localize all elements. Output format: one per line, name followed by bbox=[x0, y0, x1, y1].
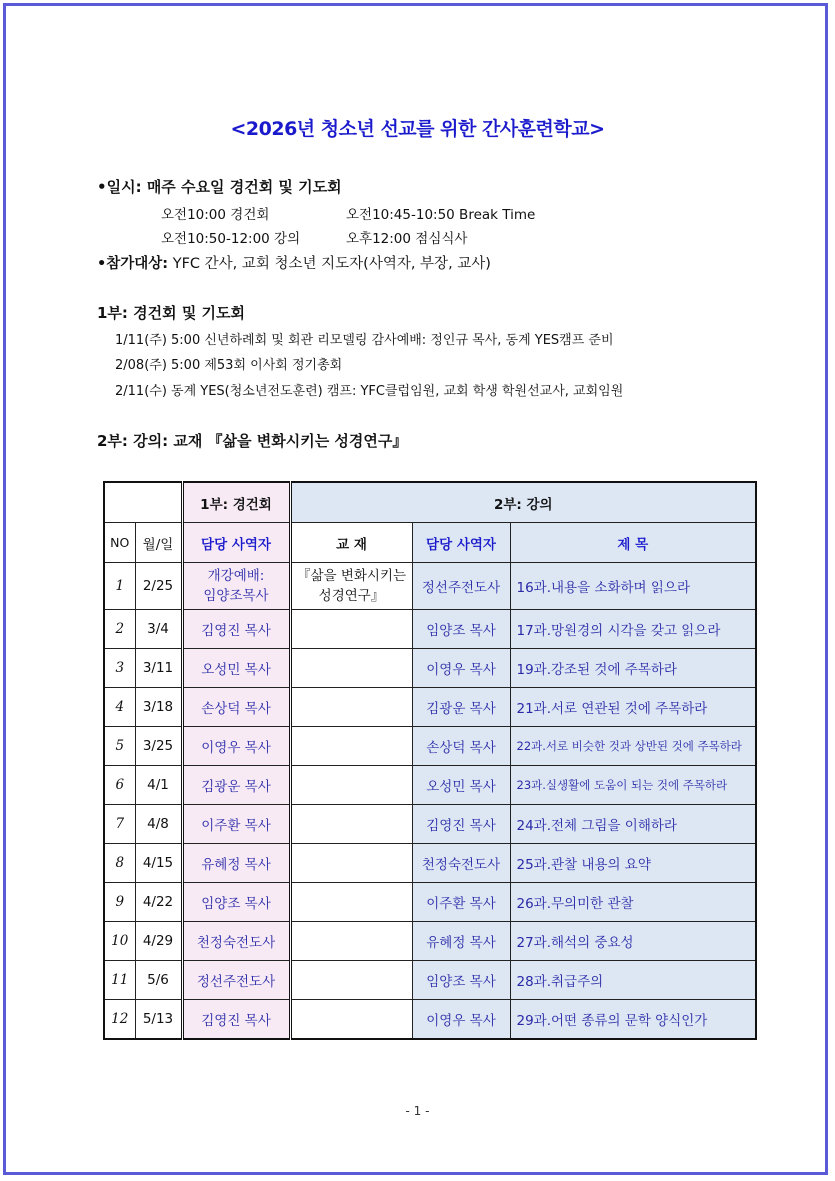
row-part2-leader: 임양조 목사 bbox=[412, 961, 510, 1000]
row-part1-leader: 손상덕 목사 bbox=[182, 688, 290, 727]
row-textbook bbox=[290, 563, 412, 610]
row-textbook bbox=[290, 805, 412, 844]
when-line bbox=[97, 176, 342, 197]
target-line bbox=[97, 252, 491, 273]
row-part1-leader: 오성민 목사 bbox=[182, 649, 290, 688]
row-no: 4 bbox=[104, 688, 135, 727]
event-item: 2/08(주) 5:00 제53회 이사회 정기총회 bbox=[115, 358, 343, 373]
row-textbook bbox=[290, 766, 412, 805]
row-part1-leader: 김광운 목사 bbox=[182, 766, 290, 805]
row-no: 7 bbox=[104, 805, 135, 844]
row-textbook bbox=[290, 727, 412, 766]
table-row bbox=[104, 649, 756, 688]
row-topic: 24과.전체 그림을 이해하라 bbox=[510, 805, 756, 844]
row-textbook bbox=[290, 610, 412, 649]
row-textbook bbox=[290, 1000, 412, 1040]
when-value: 매주 수요일 경건회 및 기도회 bbox=[146, 178, 342, 196]
part1-leader-line: 개강예배: bbox=[207, 568, 265, 584]
row-topic: 22과.서로 비슷한 것과 상반된 것에 주목하라 bbox=[510, 727, 756, 766]
row-no: 3 bbox=[104, 649, 135, 688]
column-header-no: NO bbox=[104, 523, 135, 563]
row-date: 4/8 bbox=[135, 805, 182, 844]
row-part2-leader: 김광운 목사 bbox=[412, 688, 510, 727]
time-item: 오전10:45-10:50 Break Time bbox=[346, 207, 536, 223]
table-row bbox=[104, 1000, 756, 1040]
row-date: 3/11 bbox=[135, 649, 182, 688]
textbook-line: 성경연구』 bbox=[318, 588, 385, 604]
empty-corner-cell bbox=[104, 482, 182, 523]
row-part1-leader: 이영우 목사 bbox=[182, 727, 290, 766]
column-header-date: 월/일 bbox=[135, 523, 182, 563]
part1-heading: 1부: 경건회 및 기도회 bbox=[97, 304, 246, 322]
column-header-topic: 제 목 bbox=[510, 523, 756, 563]
column-header-part1-leader: 담당 사역자 bbox=[182, 523, 290, 563]
column-header-part2-leader: 담당 사역자 bbox=[412, 523, 510, 563]
row-no: 9 bbox=[104, 883, 135, 922]
part1-leader-line: 임양조목사 bbox=[203, 588, 269, 604]
time-item: 오전10:00 경건회 bbox=[161, 207, 270, 223]
table-row bbox=[104, 727, 756, 766]
row-no: 5 bbox=[104, 727, 135, 766]
row-no: 12 bbox=[104, 1000, 135, 1040]
row-topic: 23과.실생활에 도움이 되는 것에 주목하라 bbox=[510, 766, 756, 805]
row-part1-leader: 김영진 목사 bbox=[182, 1000, 290, 1040]
row-part1-leader: 유혜정 목사 bbox=[182, 844, 290, 883]
row-no: 10 bbox=[104, 922, 135, 961]
textbook-line: 『삶을 변화시키는 bbox=[296, 568, 407, 584]
table-row bbox=[104, 688, 756, 727]
row-part1-leader bbox=[182, 563, 290, 610]
row-topic: 16과.내용을 소화하며 읽으라 bbox=[510, 563, 756, 610]
row-date: 2/25 bbox=[135, 563, 182, 610]
row-textbook bbox=[290, 844, 412, 883]
row-date: 3/25 bbox=[135, 727, 182, 766]
column-header-row bbox=[104, 523, 756, 563]
row-part2-leader: 임양조 목사 bbox=[412, 610, 510, 649]
row-date: 5/13 bbox=[135, 1000, 182, 1040]
row-textbook bbox=[290, 922, 412, 961]
group-header-part1: 1부: 경건회 bbox=[182, 482, 290, 523]
row-topic: 27과.해석의 중요성 bbox=[510, 922, 756, 961]
row-date: 3/18 bbox=[135, 688, 182, 727]
time-item: 오후12:00 점심식사 bbox=[346, 231, 468, 247]
event-item: 2/11(수) 동계 YES(청소년전도훈련) 캠프: YFC클럽임원, 교회 학생 학원선교사, 교회임원 bbox=[115, 384, 624, 399]
row-part2-leader: 이영우 목사 bbox=[412, 649, 510, 688]
row-date: 4/22 bbox=[135, 883, 182, 922]
table-row bbox=[104, 610, 756, 649]
row-topic: 17과.망원경의 시각을 갖고 읽으라 bbox=[510, 610, 756, 649]
row-part1-leader: 임양조 목사 bbox=[182, 883, 290, 922]
row-topic: 21과.서로 연관된 것에 주목하라 bbox=[510, 688, 756, 727]
row-part1-leader: 정선주전도사 bbox=[182, 961, 290, 1000]
group-header-part2: 2부: 강의 bbox=[290, 482, 756, 523]
row-date: 4/15 bbox=[135, 844, 182, 883]
row-date: 5/6 bbox=[135, 961, 182, 1000]
when-label: •일시: bbox=[97, 178, 142, 196]
row-topic: 26과.무의미한 관찰 bbox=[510, 883, 756, 922]
row-part1-leader: 이주환 목사 bbox=[182, 805, 290, 844]
target-label: •참가대상: bbox=[97, 256, 169, 272]
row-no: 1 bbox=[104, 563, 135, 610]
row-part2-leader: 유혜정 목사 bbox=[412, 922, 510, 961]
row-textbook bbox=[290, 649, 412, 688]
part2-heading: 2부: 강의: 교재 『삶을 변화시키는 성경연구』 bbox=[97, 432, 408, 450]
column-header-textbook: 교 재 bbox=[290, 523, 412, 563]
row-no: 11 bbox=[104, 961, 135, 1000]
row-part2-leader: 천정숙전도사 bbox=[412, 844, 510, 883]
row-no: 8 bbox=[104, 844, 135, 883]
table-row bbox=[104, 805, 756, 844]
row-part1-leader: 김영진 목사 bbox=[182, 610, 290, 649]
row-textbook bbox=[290, 688, 412, 727]
row-topic: 25과.관찰 내용의 요약 bbox=[510, 844, 756, 883]
group-header-row bbox=[104, 482, 756, 523]
row-date: 4/1 bbox=[135, 766, 182, 805]
row-part2-leader: 이영우 목사 bbox=[412, 1000, 510, 1040]
row-textbook bbox=[290, 883, 412, 922]
table-row bbox=[104, 766, 756, 805]
row-part2-leader: 이주환 목사 bbox=[412, 883, 510, 922]
row-topic: 28과.취급주의 bbox=[510, 961, 756, 1000]
page-number: - 1 - bbox=[405, 1104, 430, 1118]
table-row bbox=[104, 563, 756, 610]
row-date: 4/29 bbox=[135, 922, 182, 961]
table-row bbox=[104, 961, 756, 1000]
row-part1-leader: 천정숙전도사 bbox=[182, 922, 290, 961]
row-part2-leader: 손상덕 목사 bbox=[412, 727, 510, 766]
schedule-table bbox=[103, 481, 757, 1040]
row-textbook bbox=[290, 961, 412, 1000]
row-no: 2 bbox=[104, 610, 135, 649]
target-value: YFC 간사, 교회 청소년 지도자(사역자, 부장, 교사) bbox=[172, 256, 491, 272]
row-topic: 19과.강조된 것에 주목하라 bbox=[510, 649, 756, 688]
row-part2-leader: 정선주전도사 bbox=[412, 563, 510, 610]
event-item: 1/11(주) 5:00 신년하례회 및 회관 리모델링 감사예배: 정인규 목사, 동계 YES캠프 준비 bbox=[115, 333, 614, 348]
table-row bbox=[104, 883, 756, 922]
document-title: <2026년 청소년 선교를 위한 간사훈련학교> bbox=[230, 118, 605, 140]
table-row bbox=[104, 922, 756, 961]
table-row bbox=[104, 844, 756, 883]
row-no: 6 bbox=[104, 766, 135, 805]
time-item: 오전10:50-12:00 강의 bbox=[161, 231, 301, 247]
row-part2-leader: 오성민 목사 bbox=[412, 766, 510, 805]
row-date: 3/4 bbox=[135, 610, 182, 649]
row-topic: 29과.어떤 종류의 문학 양식인가 bbox=[510, 1000, 756, 1040]
row-part2-leader: 김영진 목사 bbox=[412, 805, 510, 844]
